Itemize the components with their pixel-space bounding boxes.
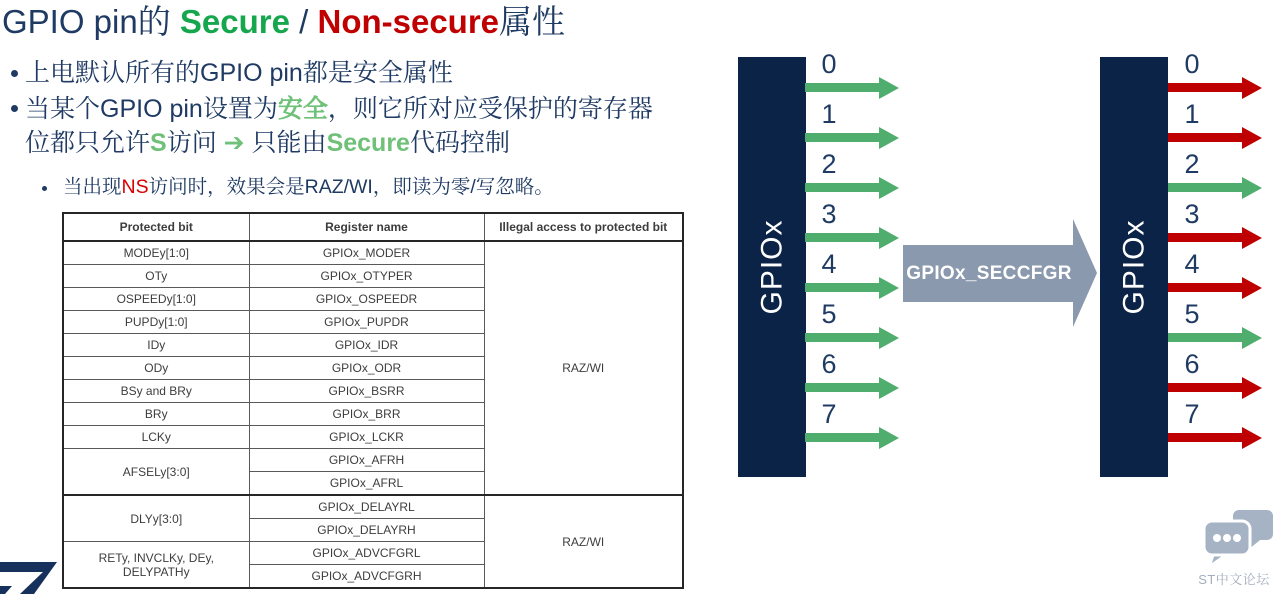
st-logo-icon: [0, 557, 70, 594]
title-nonsecure: Non-secure: [317, 3, 500, 40]
gpiox-block-right-label: GPIOx: [1117, 219, 1151, 315]
text-run: 访问: [166, 129, 224, 157]
table-cell: GPIOx_OTYPER: [249, 265, 484, 288]
table-cell: ODy: [63, 357, 249, 380]
table-cell: RETy, INVCLKy, DEy, DELYPATHy: [63, 542, 249, 589]
title-slash: /: [289, 3, 318, 40]
text-run: 当出现: [63, 176, 122, 198]
table-cell: MODEy[1:0]: [63, 241, 249, 265]
pin-row-7: [805, 401, 899, 451]
table-cell: GPIOx_ADVCFGRL: [249, 542, 484, 565]
nonsecure-arrow-icon: [1168, 127, 1262, 149]
text-run: 位都只允许: [25, 129, 151, 157]
secure-arrow-icon: [805, 227, 899, 249]
table-cell: OTy: [63, 265, 249, 288]
seccfgr-arrow-label: GPIOx_SECCFGR: [906, 262, 1072, 284]
forum-label: ST中文论坛: [1198, 572, 1270, 587]
table-cell: GPIOx_DELAYRL: [249, 495, 484, 519]
pin-number: 6: [1184, 349, 1200, 379]
table-cell: GPIOx_BRR: [249, 403, 484, 426]
title-secure: Secure: [179, 3, 290, 40]
table-cell: GPIOx_MODER: [249, 241, 484, 265]
nonsecure-arrow-icon: [1168, 277, 1262, 299]
text-run: Secure: [326, 129, 410, 157]
text-run: 只能由: [244, 129, 327, 157]
secure-arrow-icon: [805, 127, 899, 149]
table-cell: GPIOx_BSRR: [249, 380, 484, 403]
table-cell: GPIOx_OSPEEDR: [249, 288, 484, 311]
text-run: 安全: [277, 95, 328, 123]
bullet-2: [25, 92, 715, 160]
pin-number: 2: [821, 149, 837, 179]
table-row: [63, 241, 683, 265]
secure-arrow-icon: [805, 327, 899, 349]
sub-bullet: [63, 174, 554, 200]
table-cell: LCKy: [63, 426, 249, 449]
pin-row-1: [1168, 101, 1262, 151]
pin-row-2: [1168, 151, 1262, 201]
protected-registers-table: [62, 212, 684, 589]
table-cell: IDy: [63, 334, 249, 357]
bullet-dot: [11, 105, 18, 112]
pin-number: 5: [1184, 299, 1200, 329]
nonsecure-arrow-icon: [1168, 77, 1262, 99]
secure-arrow-icon: [1168, 327, 1262, 349]
text-run: ，则它所对应受保护的寄存器: [327, 95, 653, 123]
col-header-illegal-access: Illegal access to protected bit: [484, 213, 683, 241]
pin-row-4: [1168, 251, 1262, 301]
secure-arrow-icon: [805, 177, 899, 199]
left-pin-arrows: [805, 51, 899, 477]
pin-number: 6: [821, 349, 837, 379]
title-suffix: 属性: [499, 3, 566, 40]
table-cell: OSPEEDy[1:0]: [63, 288, 249, 311]
pin-row-0: [1168, 51, 1262, 101]
text-run: 当某个GPIO pin设置为: [25, 95, 278, 123]
table-cell: RAZ/WI: [484, 495, 683, 588]
bullet-dot: [11, 70, 18, 77]
table-cell: GPIOx_AFRL: [249, 472, 484, 496]
pin-number: 7: [821, 399, 837, 429]
text-run: 访问时，效果会是RAZ/WI，即读为零/写忽略。: [148, 176, 554, 198]
table-cell: GPIOx_ODR: [249, 357, 484, 380]
nonsecure-arrow-icon: [1168, 427, 1262, 449]
pin-row-3: [805, 201, 899, 251]
text-run: ➔: [223, 129, 245, 157]
page-title: [2, 2, 565, 42]
table-cell: PUPDy[1:0]: [63, 311, 249, 334]
table-cell: GPIOx_LCKR: [249, 426, 484, 449]
table-cell: BRy: [63, 403, 249, 426]
pin-row-5: [1168, 301, 1262, 351]
table-cell: DLYy[3:0]: [63, 495, 249, 542]
pin-number: 4: [1184, 249, 1200, 279]
table-cell: GPIOx_ADVCFGRH: [249, 565, 484, 589]
col-header-protected-bit: Protected bit: [63, 213, 249, 241]
pin-row-6: [1168, 351, 1262, 401]
table-cell: BSy and BRy: [63, 380, 249, 403]
table-cell: GPIOx_AFRH: [249, 449, 484, 472]
secure-arrow-icon: [805, 77, 899, 99]
pin-number: 3: [821, 199, 837, 229]
table-cell: AFSELy[3:0]: [63, 449, 249, 496]
pin-number: 2: [1184, 149, 1200, 179]
secure-arrow-icon: [805, 427, 899, 449]
table-cell: GPIOx_PUPDR: [249, 311, 484, 334]
secure-arrow-icon: [1168, 177, 1262, 199]
table-cell: GPIOx_IDR: [249, 334, 484, 357]
table-row: [63, 495, 683, 519]
bullet-1: 上电默认所有的GPIO pin都是安全属性: [25, 59, 453, 87]
pin-row-2: [805, 151, 899, 201]
pin-row-0: [805, 51, 899, 101]
pin-row-7: [1168, 401, 1262, 451]
pin-row-4: [805, 251, 899, 301]
pin-row-1: [805, 101, 899, 151]
sub-bullet-dot: [42, 186, 47, 191]
text-run: S: [150, 129, 167, 157]
pin-number: 0: [821, 49, 837, 79]
secure-arrow-icon: [805, 377, 899, 399]
table-header-row: [63, 213, 683, 241]
pin-number: 7: [1184, 399, 1200, 429]
secure-arrow-icon: [805, 277, 899, 299]
table-cell: GPIOx_DELAYRH: [249, 519, 484, 542]
gpiox-block-right: [1100, 57, 1168, 477]
nonsecure-arrow-icon: [1168, 227, 1262, 249]
pin-row-6: [805, 351, 899, 401]
pin-number: 0: [1184, 49, 1200, 79]
col-header-register-name: Register name: [249, 213, 484, 241]
right-pin-arrows: [1168, 51, 1262, 477]
pin-number: 1: [1184, 99, 1200, 129]
pin-row-3: [1168, 201, 1262, 251]
pin-number: 5: [821, 299, 837, 329]
pin-number: 1: [821, 99, 837, 129]
pin-number: 4: [821, 249, 837, 279]
gpiox-block-left: [738, 57, 806, 477]
gpiox-block-left-label: GPIOx: [755, 219, 789, 315]
text-run: 代码控制: [409, 129, 510, 157]
chat-bubbles-icon: [1203, 508, 1277, 568]
title-part-navy: GPIO pin的: [2, 3, 180, 40]
pin-row-5: [805, 301, 899, 351]
pin-number: 3: [1184, 199, 1200, 229]
text-run: NS: [121, 176, 149, 198]
nonsecure-arrow-icon: [1168, 377, 1262, 399]
table-cell: RAZ/WI: [484, 241, 683, 495]
